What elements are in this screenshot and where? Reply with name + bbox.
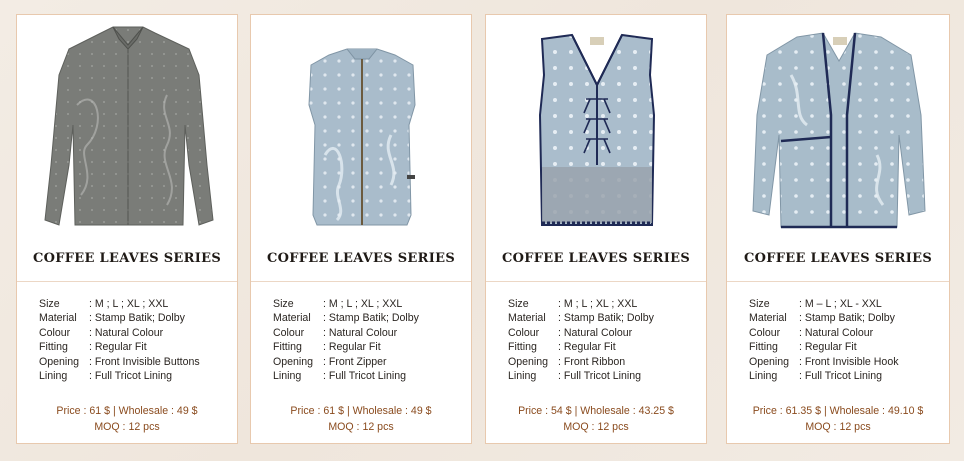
spec-row-opening (749, 355, 941, 369)
product-card[interactable] (250, 14, 472, 444)
spec-label: Colour (273, 326, 305, 339)
spec-label: Material (749, 312, 787, 325)
price-text: Price : 54 $ | Wholesale : 43.25 $ (518, 405, 674, 417)
spec-label: Opening (273, 355, 314, 368)
spec-label: Opening (39, 355, 80, 368)
product-title: COFFEE LEAVES SERIES (32, 251, 222, 266)
spec-row-colour (508, 326, 698, 340)
moq-text: MOQ : 12 pcs (328, 421, 394, 433)
spec-value: : Full Tricot Lining (323, 370, 407, 383)
spec-value: : Front Ribbon (558, 355, 626, 368)
product-card[interactable] (485, 14, 707, 444)
spec-value: : M ; L ; XL ; XXL (558, 298, 638, 310)
zip-vest-icon (251, 15, 473, 245)
spec-value: : Front Invisible Hook (799, 355, 899, 368)
spec-value: : M ; L ; XL ; XXL (89, 298, 169, 310)
spec-list (508, 297, 698, 383)
spec-row-material (749, 311, 941, 325)
spec-row-size (749, 297, 941, 311)
price-text: Price : 61 $ | Wholesale : 49 $ (290, 405, 432, 417)
spec-label: Lining (39, 370, 68, 383)
spec-label: Material (39, 312, 77, 325)
spec-value: : Front Invisible Buttons (89, 355, 200, 368)
open-jacket-icon (727, 15, 951, 245)
product-image[interactable] (17, 15, 237, 277)
spec-row-lining (508, 369, 698, 383)
spec-row-lining (749, 369, 941, 383)
spec-row-fitting (39, 340, 229, 354)
price-block (251, 403, 471, 435)
product-title: COFFEE LEAVES SERIES (743, 251, 933, 266)
spec-row-material (508, 311, 698, 325)
divider (251, 281, 471, 282)
spec-label: Lining (508, 370, 537, 383)
divider (727, 281, 949, 282)
price-block (486, 403, 706, 435)
product-image[interactable] (251, 15, 471, 277)
spec-label: Size (273, 298, 294, 310)
product-title: COFFEE LEAVES SERIES (501, 251, 691, 266)
spec-row-lining (273, 369, 463, 383)
spec-value: : Natural Colour (323, 326, 398, 339)
moq-text: MOQ : 12 pcs (94, 421, 160, 433)
spec-value: : Natural Colour (558, 326, 633, 339)
spec-value: : Full Tricot Lining (558, 370, 642, 383)
spec-row-opening (273, 355, 463, 369)
spec-list (273, 297, 463, 383)
spec-label: Fitting (39, 341, 68, 354)
spec-value: : Natural Colour (799, 326, 874, 339)
spec-row-material (273, 311, 463, 325)
moq-text: MOQ : 12 pcs (563, 421, 629, 433)
spec-row-size (39, 297, 229, 311)
spec-row-size (273, 297, 463, 311)
spec-value: : Regular Fit (323, 341, 381, 354)
spec-value: : M – L ; XL - XXL (799, 298, 882, 310)
spec-label: Opening (749, 355, 790, 368)
spec-row-colour (39, 326, 229, 340)
spec-row-size (508, 297, 698, 311)
price-text: Price : 61.35 $ | Wholesale : 49.10 $ (752, 405, 924, 417)
spec-label: Opening (508, 355, 549, 368)
spec-value: : Stamp Batik; Dolby (89, 312, 185, 325)
spec-label: Lining (273, 370, 302, 383)
price-block (17, 403, 237, 435)
divider (17, 281, 237, 282)
product-card[interactable] (726, 14, 950, 444)
spec-label: Size (508, 298, 529, 310)
spec-row-opening (508, 355, 698, 369)
spec-value: : Natural Colour (89, 326, 164, 339)
divider (486, 281, 706, 282)
spec-value: : Stamp Batik; Dolby (558, 312, 654, 325)
spec-label: Colour (39, 326, 71, 339)
spec-value: : Front Zipper (323, 355, 387, 368)
spec-label: Size (749, 298, 770, 310)
spec-row-lining (39, 369, 229, 383)
spec-value: : Stamp Batik; Dolby (799, 312, 895, 325)
long-sleeve-shirt-icon (17, 15, 239, 245)
spec-label: Colour (508, 326, 540, 339)
spec-row-fitting (508, 340, 698, 354)
spec-row-colour (749, 326, 941, 340)
spec-label: Colour (749, 326, 781, 339)
spec-label: Fitting (273, 341, 302, 354)
product-image[interactable] (486, 15, 706, 277)
spec-label: Material (508, 312, 546, 325)
spec-value: : Regular Fit (799, 341, 857, 354)
spec-label: Fitting (508, 341, 537, 354)
spec-value: : Stamp Batik; Dolby (323, 312, 419, 325)
price-text: Price : 61 $ | Wholesale : 49 $ (56, 405, 198, 417)
spec-value: : Full Tricot Lining (799, 370, 883, 383)
spec-value: : M ; L ; XL ; XXL (323, 298, 403, 310)
spec-row-fitting (273, 340, 463, 354)
spec-label: Lining (749, 370, 778, 383)
spec-value: : Regular Fit (89, 341, 147, 354)
spec-row-fitting (749, 340, 941, 354)
spec-row-opening (39, 355, 229, 369)
spec-label: Material (273, 312, 311, 325)
spec-row-material (39, 311, 229, 325)
spec-list (749, 297, 941, 383)
spec-label: Size (39, 298, 60, 310)
product-title: COFFEE LEAVES SERIES (266, 251, 456, 266)
spec-label: Fitting (749, 341, 778, 354)
ribbon-vest-icon (486, 15, 708, 245)
moq-text: MOQ : 12 pcs (805, 421, 871, 433)
price-block (727, 403, 949, 435)
spec-row-colour (273, 326, 463, 340)
spec-value: : Regular Fit (558, 341, 616, 354)
spec-list (39, 297, 229, 383)
product-card[interactable] (16, 14, 238, 444)
spec-value: : Full Tricot Lining (89, 370, 173, 383)
product-image[interactable] (727, 15, 949, 277)
